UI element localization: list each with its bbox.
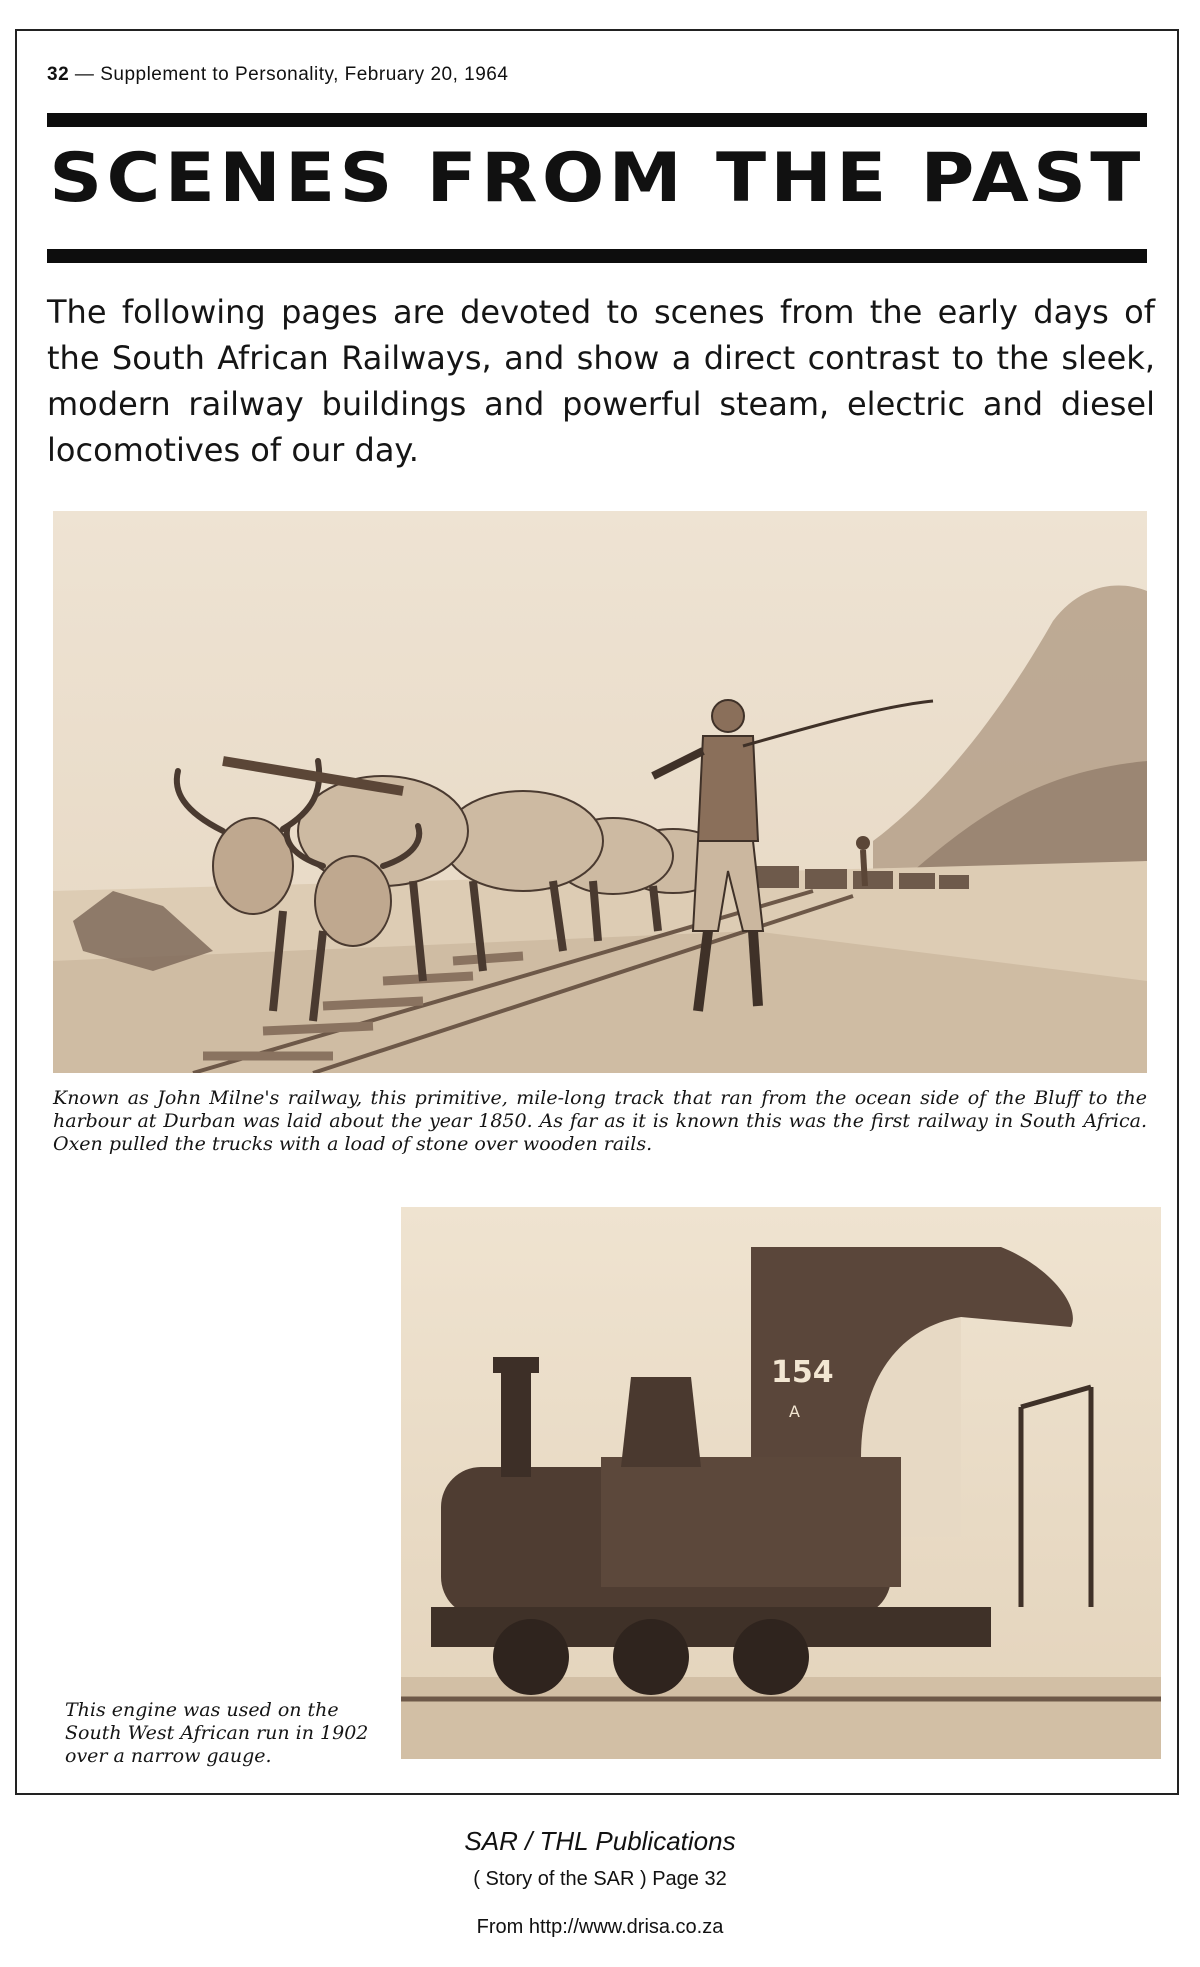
title-rule-bottom [47, 249, 1147, 263]
locomotive-caption: This engine was used on the South West African run in 1902 over a narrow gauge. [65, 1699, 369, 1767]
cab-letter: A [789, 1402, 800, 1421]
page-number: 32 [47, 64, 70, 85]
oxen-railway-illustration [53, 511, 1147, 1073]
oxen-railway-caption: Known as John Milne's railway, this primitive, mile-long track that ran from the ocean side of the Bluff to the harbour at Durban was laid about the year 1850. As far as it is known this was the first railway in South Africa. Oxen pulled the trucks with a load of stone over wooden rails. [53, 1087, 1147, 1155]
locomotive-photo [401, 1207, 1161, 1759]
publication-line: — Supplement to Personality, February 20, 1964 [69, 64, 509, 85]
locomotive-drawing [401, 1207, 1161, 1759]
intro-paragraph: The following pages are devoted to scenes from the early days of the South African Railways, and show a direct contrast to the sleek, modern railway buildings and powerful steam, electric and diesel locomotives of our day. [47, 293, 1155, 469]
title-rule-top [47, 113, 1147, 127]
page-title: SCENES FROM THE PAST [49, 139, 1145, 218]
footer-publisher: SAR / THL Publications [464, 1826, 736, 1856]
footer-source-url: From http://www.drisa.co.za [476, 1916, 724, 1938]
oxen-scene-drawing [53, 511, 1147, 1073]
cab-number: 154 [771, 1355, 834, 1390]
page-header [47, 64, 508, 86]
footer-page-reference: ( Story of the SAR ) Page 32 [473, 1868, 727, 1890]
magazine-page [15, 29, 1179, 1795]
